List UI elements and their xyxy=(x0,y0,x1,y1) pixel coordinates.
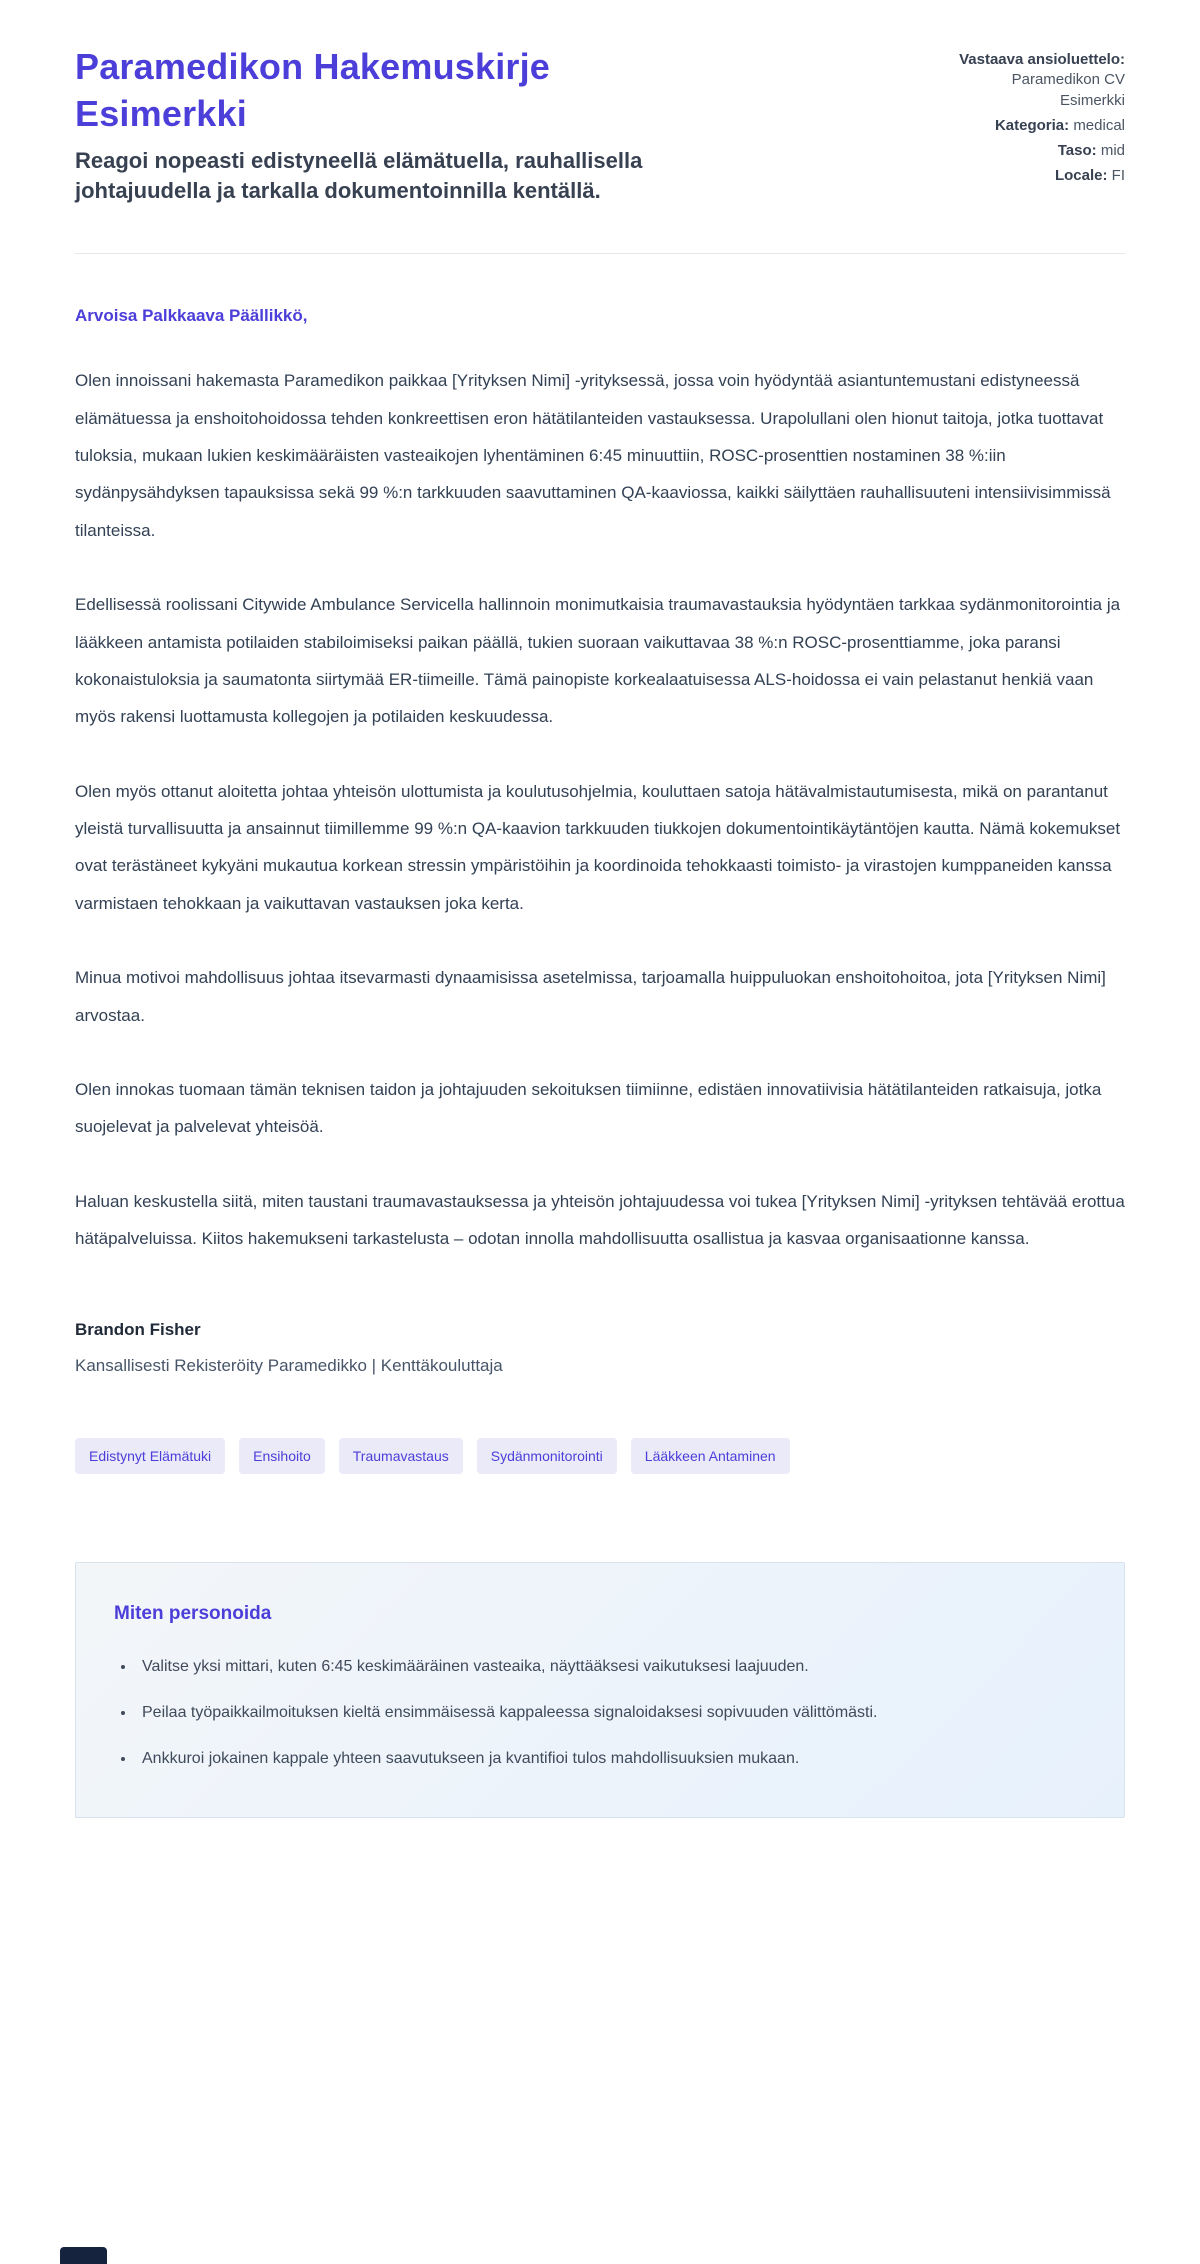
personalization-tips-box xyxy=(75,1562,1125,1818)
meta-level xyxy=(955,141,1125,161)
meta-level-value: mid xyxy=(1100,142,1125,159)
tips-title: Miten personoida xyxy=(114,1602,272,1624)
meta-matching-resume-value: Paramedikon CV Esimerkki xyxy=(1011,71,1125,109)
tips-list xyxy=(114,1651,1096,1775)
skill-tag: Ensihoito xyxy=(239,1438,325,1474)
signature-name: Brandon Fisher xyxy=(75,1319,201,1339)
meta-locale-label: Locale: xyxy=(1054,167,1108,185)
letter-paragraph: Minua motivoi mahdollisuus johtaa itsevarmasti dynaamisissa asetelmissa, tarjoamalla huippuluokan enshoitohoitoa, jota [Yrityksen Nimi] arvostaa. xyxy=(75,968,1106,1025)
page-header xyxy=(75,44,1125,207)
letter-body xyxy=(75,362,1125,1257)
skill-tag: Lääkkeen Antaminen xyxy=(631,1438,790,1474)
page-subtitle: Reagoi nopeasti edistyneellä elämätuella, rauhallisella johtajuudella ja tarkalla dokumentoinnilla kentällä. xyxy=(75,147,643,204)
meta-category-label: Kategoria: xyxy=(994,116,1070,134)
letter-paragraph: Olen myös ottanut aloitetta johtaa yhteisön ulottumista ja koulutusohjelmia, kouluttaen satoja hätävalmistautumisesta, mikä on parantanut yleistä turvallisuutta ja ansainnut tiimillemme 99 %:n QA-kaavion tarkkuuden tiukkojen dokumentointikäytäntöjen kautta. Nämä kokemukset ovat terästäneet kykyäni mukautua korkean stressin ympäristöihin ja koordinoida tehokkaasti toimisto- ja virastojen kumppaneiden kanssa varmistaen tehokkaan ja vaikuttavan vastauksen joka kerta. xyxy=(75,781,1121,913)
letter-paragraph: Olen innokas tuomaan tämän teknisen taidon ja johtajuuden sekoituksen tiimiinne, edistäen innovatiivisia hätätilanteiden ratkaisuja, jotka suojelevat ja palvelevat yhteisöä. xyxy=(75,1080,1102,1137)
skill-tag: Sydänmonitorointi xyxy=(477,1438,617,1474)
page-title: Paramedikon Hakemuskirje Esimerkki xyxy=(75,46,551,134)
letter-paragraph: Edellisessä roolissani Citywide Ambulance Servicella hallinnoin monimutkaisia traumavastauksia hyödyntäen tarkkaa sydänmonitorointia ja lääkkeen antamista potilaiden stabiloimiseksi paikan päällä, tukien suoraan vaikuttavaa 38 %:n ROSC-prosenttiamme, joka paransi kokonaistuloksia ja saumatonta siirtymää ER-tiimeille. Tämä painopiste korkealaatuisessa ALS-hoidossa ei vain pelastanut henkiä vaan myös rakensi luottamusta kollegojen ja potilaiden keskuudessa. xyxy=(75,595,1121,727)
meta-matching-resume-label: Vastaava ansioluettelo: xyxy=(959,51,1125,68)
skill-tag: Traumavastaus xyxy=(339,1438,463,1474)
meta-panel xyxy=(955,44,1125,192)
cutoff-dark-block xyxy=(60,2247,107,2264)
letter-section xyxy=(75,306,1125,1375)
meta-locale xyxy=(955,166,1125,186)
letter-paragraph: Olen innoissani hakemasta Paramedikon paikkaa [Yrityksen Nimi] -yrityksessä, jossa voin hyödyntää asiantuntemustani edistyneessä elämätuessa ja enshoitohoidossa tehden konkreettisen eron hätätilanteiden vastauksessa. Urapolullani olen hionut taitoja, jotka tuottavat tuloksia, mukaan lukien keskimääräisten vasteaikojen lyhentäminen 6:45 minuuttiin, ROSC-prosenttien nostaminen 38 %:iin sydänpysähdyksen tapauksissa sekä 99 %:n tarkkuuden saavuttaminen QA-kaaviossa, kaikki säilyttäen rauhallisuuteni intensiivisimmissä tilanteissa. xyxy=(75,371,1111,540)
meta-level-label: Taso: xyxy=(1057,142,1097,159)
skill-tag: Edistynyt Elämätuki xyxy=(75,1438,225,1474)
signature-title: Kansallisesti Rekisteröity Paramedikko | Kenttäkouluttaja xyxy=(75,1355,503,1375)
letter-greeting: Arvoisa Palkkaava Päällikkö, xyxy=(75,306,308,326)
letter-paragraph: Haluan keskustella siitä, miten taustani traumavastauksessa ja yhteisön johtajuudessa voi tukea [Yrityksen Nimi] -yrityksen tehtävää erottua hätäpalveluissa. Kiitos hakemukseni tarkastelusta – odotan innolla mahdollisuutta osallistua ja kasvaa organisaationne kanssa. xyxy=(75,1191,1125,1249)
skill-tags-row xyxy=(75,1438,1125,1474)
tip-item: • Peilaa työpaikkailmoituksen kieltä ensimmäisessä kappaleessa signaloidaksesi sopivuuden välittömästi. xyxy=(136,1697,1096,1729)
meta-matching-resume xyxy=(955,50,1125,111)
signature-block xyxy=(75,1320,1125,1376)
meta-category-value: medical xyxy=(1073,116,1125,134)
header-divider xyxy=(75,253,1125,254)
tip-item: • Valitse yksi mittari, kuten 6:45 keskimääräinen vasteaika, näyttääksesi vaikutuksesi laajuuden. xyxy=(136,1651,1096,1683)
meta-category xyxy=(955,116,1125,136)
meta-locale-value: FI xyxy=(1111,167,1125,185)
header-title-block xyxy=(75,44,715,207)
tip-item: • Ankkuroi jokainen kappale yhteen saavutukseen ja kvantifioi tulos mahdollisuuksien mukaan. xyxy=(136,1743,1096,1775)
